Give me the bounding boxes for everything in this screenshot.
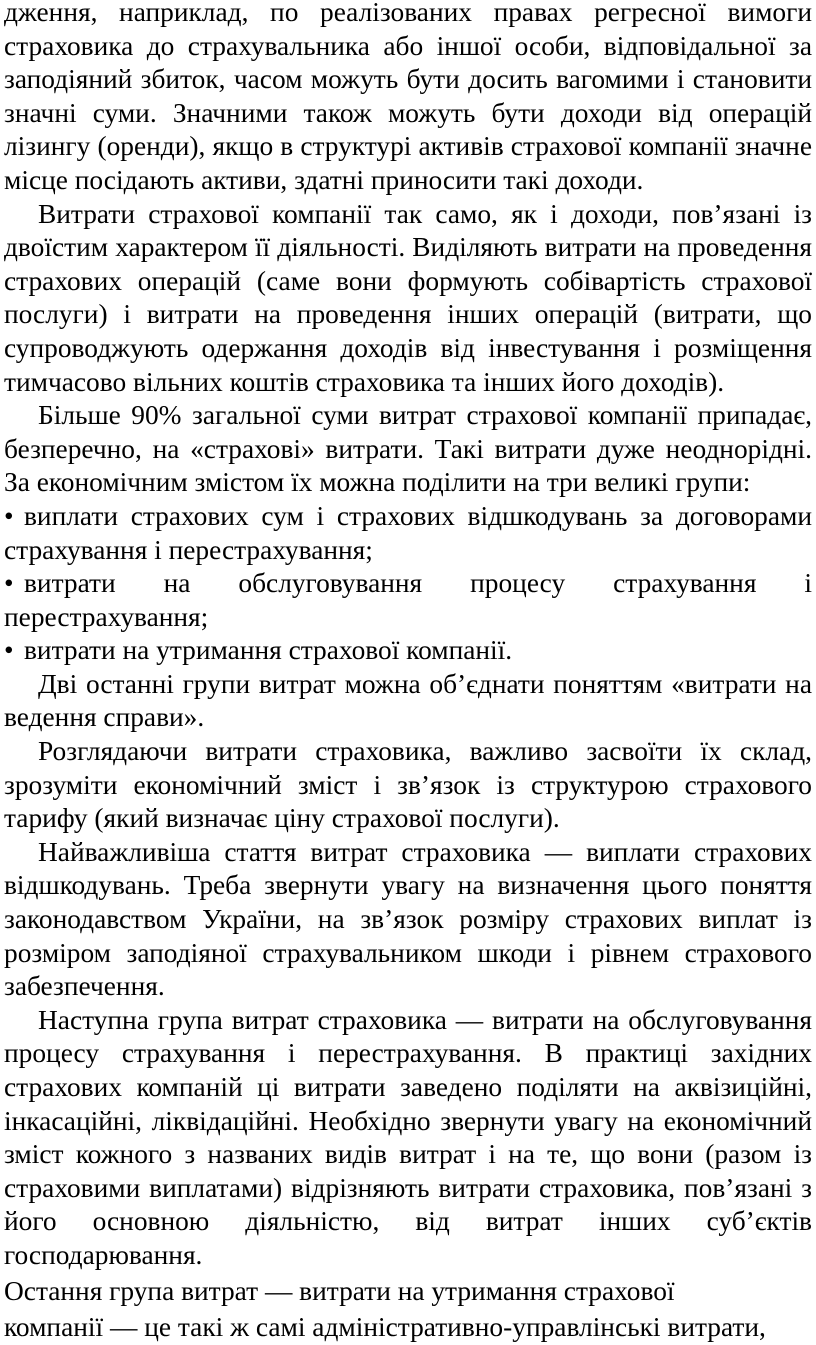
bullet-item-servicing [4, 567, 812, 634]
paragraph-insurance-expenses-groups: Більше 90% загальної суми витрат страхової компанії припадає, безперечно, на «страхові» витрати. Такі витрати дуже неоднорідні. За економічним змістом їх можна поділити на три великі групи: [4, 400, 812, 498]
bullet-item-payments [4, 500, 812, 567]
bullet-item-text: витрати на утримання страхової компанії. [24, 635, 513, 666]
paragraph-last-group-line-1: Остання група витрат — витрати на утримання страхової [4, 1275, 675, 1306]
document-page [4, 0, 812, 1345]
paragraph-expense-composition: Розглядаючи витрати страховика, важливо засвоїти їх склад, зрозуміти економічний зміст і зв’язок із структурою страхового тарифу (який визначає ціну страхової послуги). [4, 736, 812, 834]
paragraph-last-group-line-2: компанії — це такі ж самі адміністративно-управлінські витрати, [4, 1311, 766, 1342]
bullet-item-text: виплати страхових сум і страхових відшкодувань за договорами страхування і перестрахування; [4, 500, 812, 565]
bullet-item-maintenance [4, 634, 812, 668]
paragraph-business-expenses: Дві останні групи витрат можна об’єднати поняттям «витрати на ведення справи». [4, 668, 812, 733]
bullet-icon: • [4, 500, 14, 531]
paragraph-continuation: дження, наприклад, по реалізованих правах регресної вимоги страховика до страхувальника або іншої особи, відповідальної за заподіяний збиток, часом можуть бути досить вагомими і становити значні суми. Значними також можуть бути доходи від операцій лізингу (оренди), якщо в структурі активів страхової компанії значне місце посідають активи, здатні приносити такі доходи. [4, 0, 812, 195]
bullet-item-text: витрати на обслуговування процесу страхування і перестрахування; [4, 568, 812, 632]
paragraph-servicing-expenses: Наступна група витрат страховика — витрати на обслуговування процесу страхування і перестрахування. В практиці західних страхових компаній ці витрати заведено поділяти на аквізиційні, інкасаційні, ліквідаційні. Необхідно звернути увагу на економічний зміст кожного з названих видів витрат і на те, що вони (разом із страховими виплатами) відрізняють витрати страховика, пов’язані з його основною діяльністю, від витрат інших суб’єктів господарювання. [4, 1004, 812, 1270]
bullet-icon: • [4, 635, 14, 666]
paragraph-expenses-dual-nature: Витрати страхової компанії так само, як і доходи, пов’язані із двоїстим характером її діяльності. Виділяють витрати на проведення страхових операцій (саме вони формують собівартість страхової послуги) і витрати на проведення інших операцій (витрати, що супроводжують одержання доходів від інвестування і розміщення тимчасово вільних коштів страховика та інших його доходів). [4, 198, 812, 397]
paragraph-compensation-payments: Найважливіша стаття витрат страховика — виплати страхових відшкодувань. Треба звернути увагу на визначення цього поняття законодавством України, на зв’язок розміру страхових виплат із розміром заподіяної страхувальником шкоди і рівнем страхового забезпечення. [4, 836, 812, 1002]
bullet-icon: • [4, 568, 14, 599]
